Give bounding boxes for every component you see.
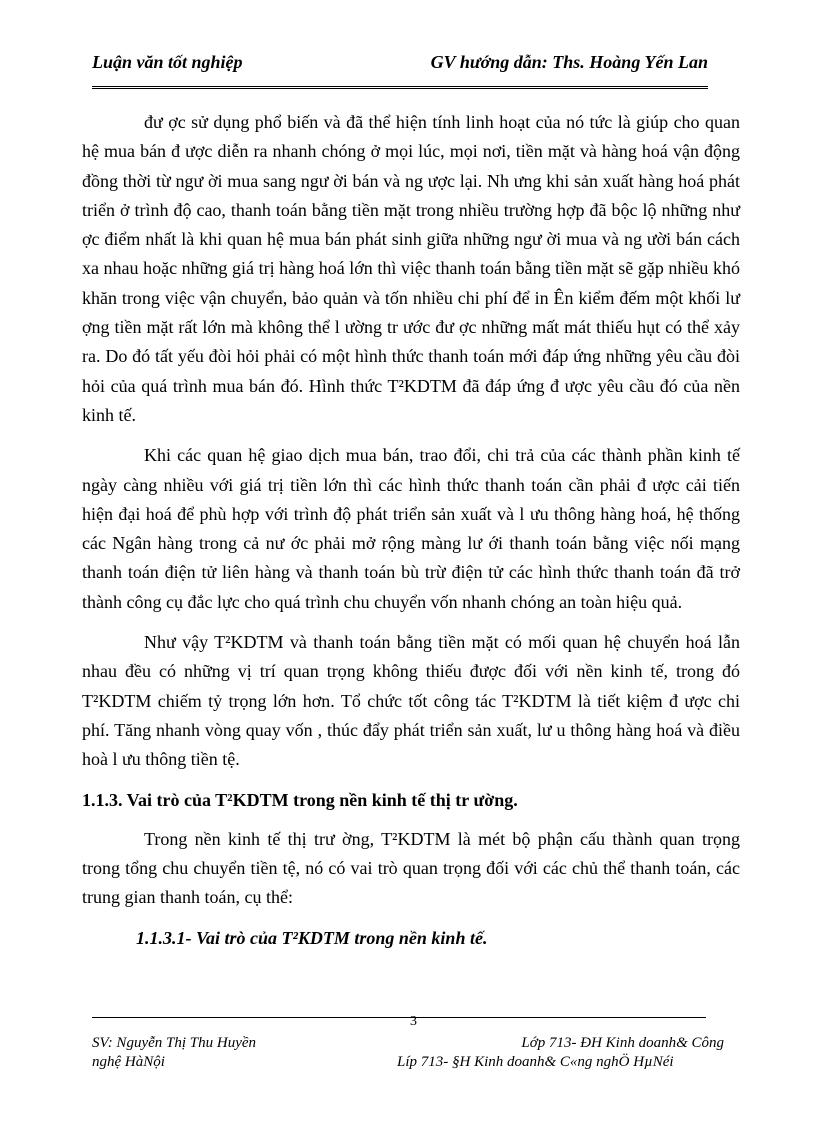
footer-class: Lớp 713- ĐH Kinh doanh& Công	[521, 1035, 724, 1051]
header-thesis-title: Luận văn tốt nghiệp	[92, 52, 243, 72]
section-heading: 1.1.3. Vai trò của T²KDTM trong nền kinh tế thị tr ường.	[82, 789, 518, 810]
page-footer	[92, 1034, 724, 1072]
body-paragraph: Như vậy T²KDTM và thanh toán bằng tiền mặt có mối quan hệ chuyển hoá lẫn nhau đều có những vị trí quan trọng không thiếu được đối với nền kinh tế, trong đó T²KDTM chiếm tỷ trọng lớn hơn. Tổ chức tốt công tác T²KDTM là tiết kiệm đ ược chi phí. Tăng nhanh vòng quay vốn , thúc đẩy phát triển sản xuất, lư u thông hàng hoá và điều hoà l ưu thông tiền tệ.	[82, 632, 740, 770]
footer-class-legacy-encoding: Líp 713- §H Kinh doanh& C«ng nghÖ HµNéi	[397, 1054, 674, 1070]
footer-student-name: SV: Nguyễn Thị Thu Huyền	[92, 1035, 257, 1051]
page-number: 3	[410, 1014, 417, 1029]
header-supervisor: GV hướng dẫn: Ths. Hoàng Yến Lan	[430, 52, 708, 72]
footer-class-continued: nghệ HàNội	[92, 1054, 165, 1070]
body-paragraph: Khi các quan hệ giao dịch mua bán, trao đổi, chi trả của các thành phần kinh tế ngày càng nhiều với giá trị tiền lớn thì các hình thức thanh toán cần phải đ ược cải tiến hiện đại hoá để phù hợp với trình độ phát triển sản xuất và l ưu thông hàng hoá, hệ thống các Ngân hàng trong cả nư ớc phải mở rộng màng lư ới thanh toán bằng việc nối mạng thanh toán điện tử liên hàng và thanh toán bù trừ điện tử các hình thức thanh toán đã trở thành công cụ đắc lực cho quá trình chu chuyển vốn nhanh chóng an toàn hiệu quả.	[82, 445, 740, 612]
body-paragraph: Trong nền kinh tế thị trư ờng, T²KDTM là mét bộ phận cấu thành quan trọng trong tổng chu chuyển tiền tệ, nó có vai trò quan trọng đối với các chủ thể thanh toán, các trung gian thanh toán, cụ thể:	[82, 828, 740, 908]
body-paragraph: đư ợc sử dụng phổ biến và đã thể hiện tính linh hoạt của nó tức là giúp cho quan hệ mua bán đ ược diễn ra nhanh chóng ở mọi lúc, mọi nơi, tiền mặt và hàng hoá vận động đồng thời từ ngư ời mua sang ngư ời bán và ng ược lại. Nh ưng khi sản xuất hàng hoá phát triển ở trình độ cao, thanh toán bằng tiền mặt trong nhiều trường hợp đã bộc lộ những như ợc điểm nhất là khi quan hệ mua bán phát sinh giữa những ngư ời mua và ng ười bán cách xa nhau hoặc những giá trị hàng hoá lớn thì việc thanh toán bằng tiền mặt sẽ gặp nhiều khó khăn trong việc vận chuyển, bảo quản và tốn nhiều chi phí để in Ên kiểm đếm một khối lư ợng tiền mặt rất lớn mà không thể l ường tr ước đư ợc những mất mát thiếu hụt có thể xảy ra. Do đó tất yếu đòi hỏi phải có một hình thức thanh toán mới đáp ứng những yêu cầu đòi hỏi của quá trình mua bán đó. Hình thức T²KDTM đã đáp ứng đ ược yêu cầu đó của nền kinh tế.	[82, 112, 740, 425]
subsection-heading: 1.1.3.1- Vai trò của T²KDTM trong nền kinh tế.	[136, 927, 488, 948]
footer-divider	[92, 1017, 706, 1018]
page-body	[82, 108, 740, 953]
page-header	[92, 50, 708, 89]
